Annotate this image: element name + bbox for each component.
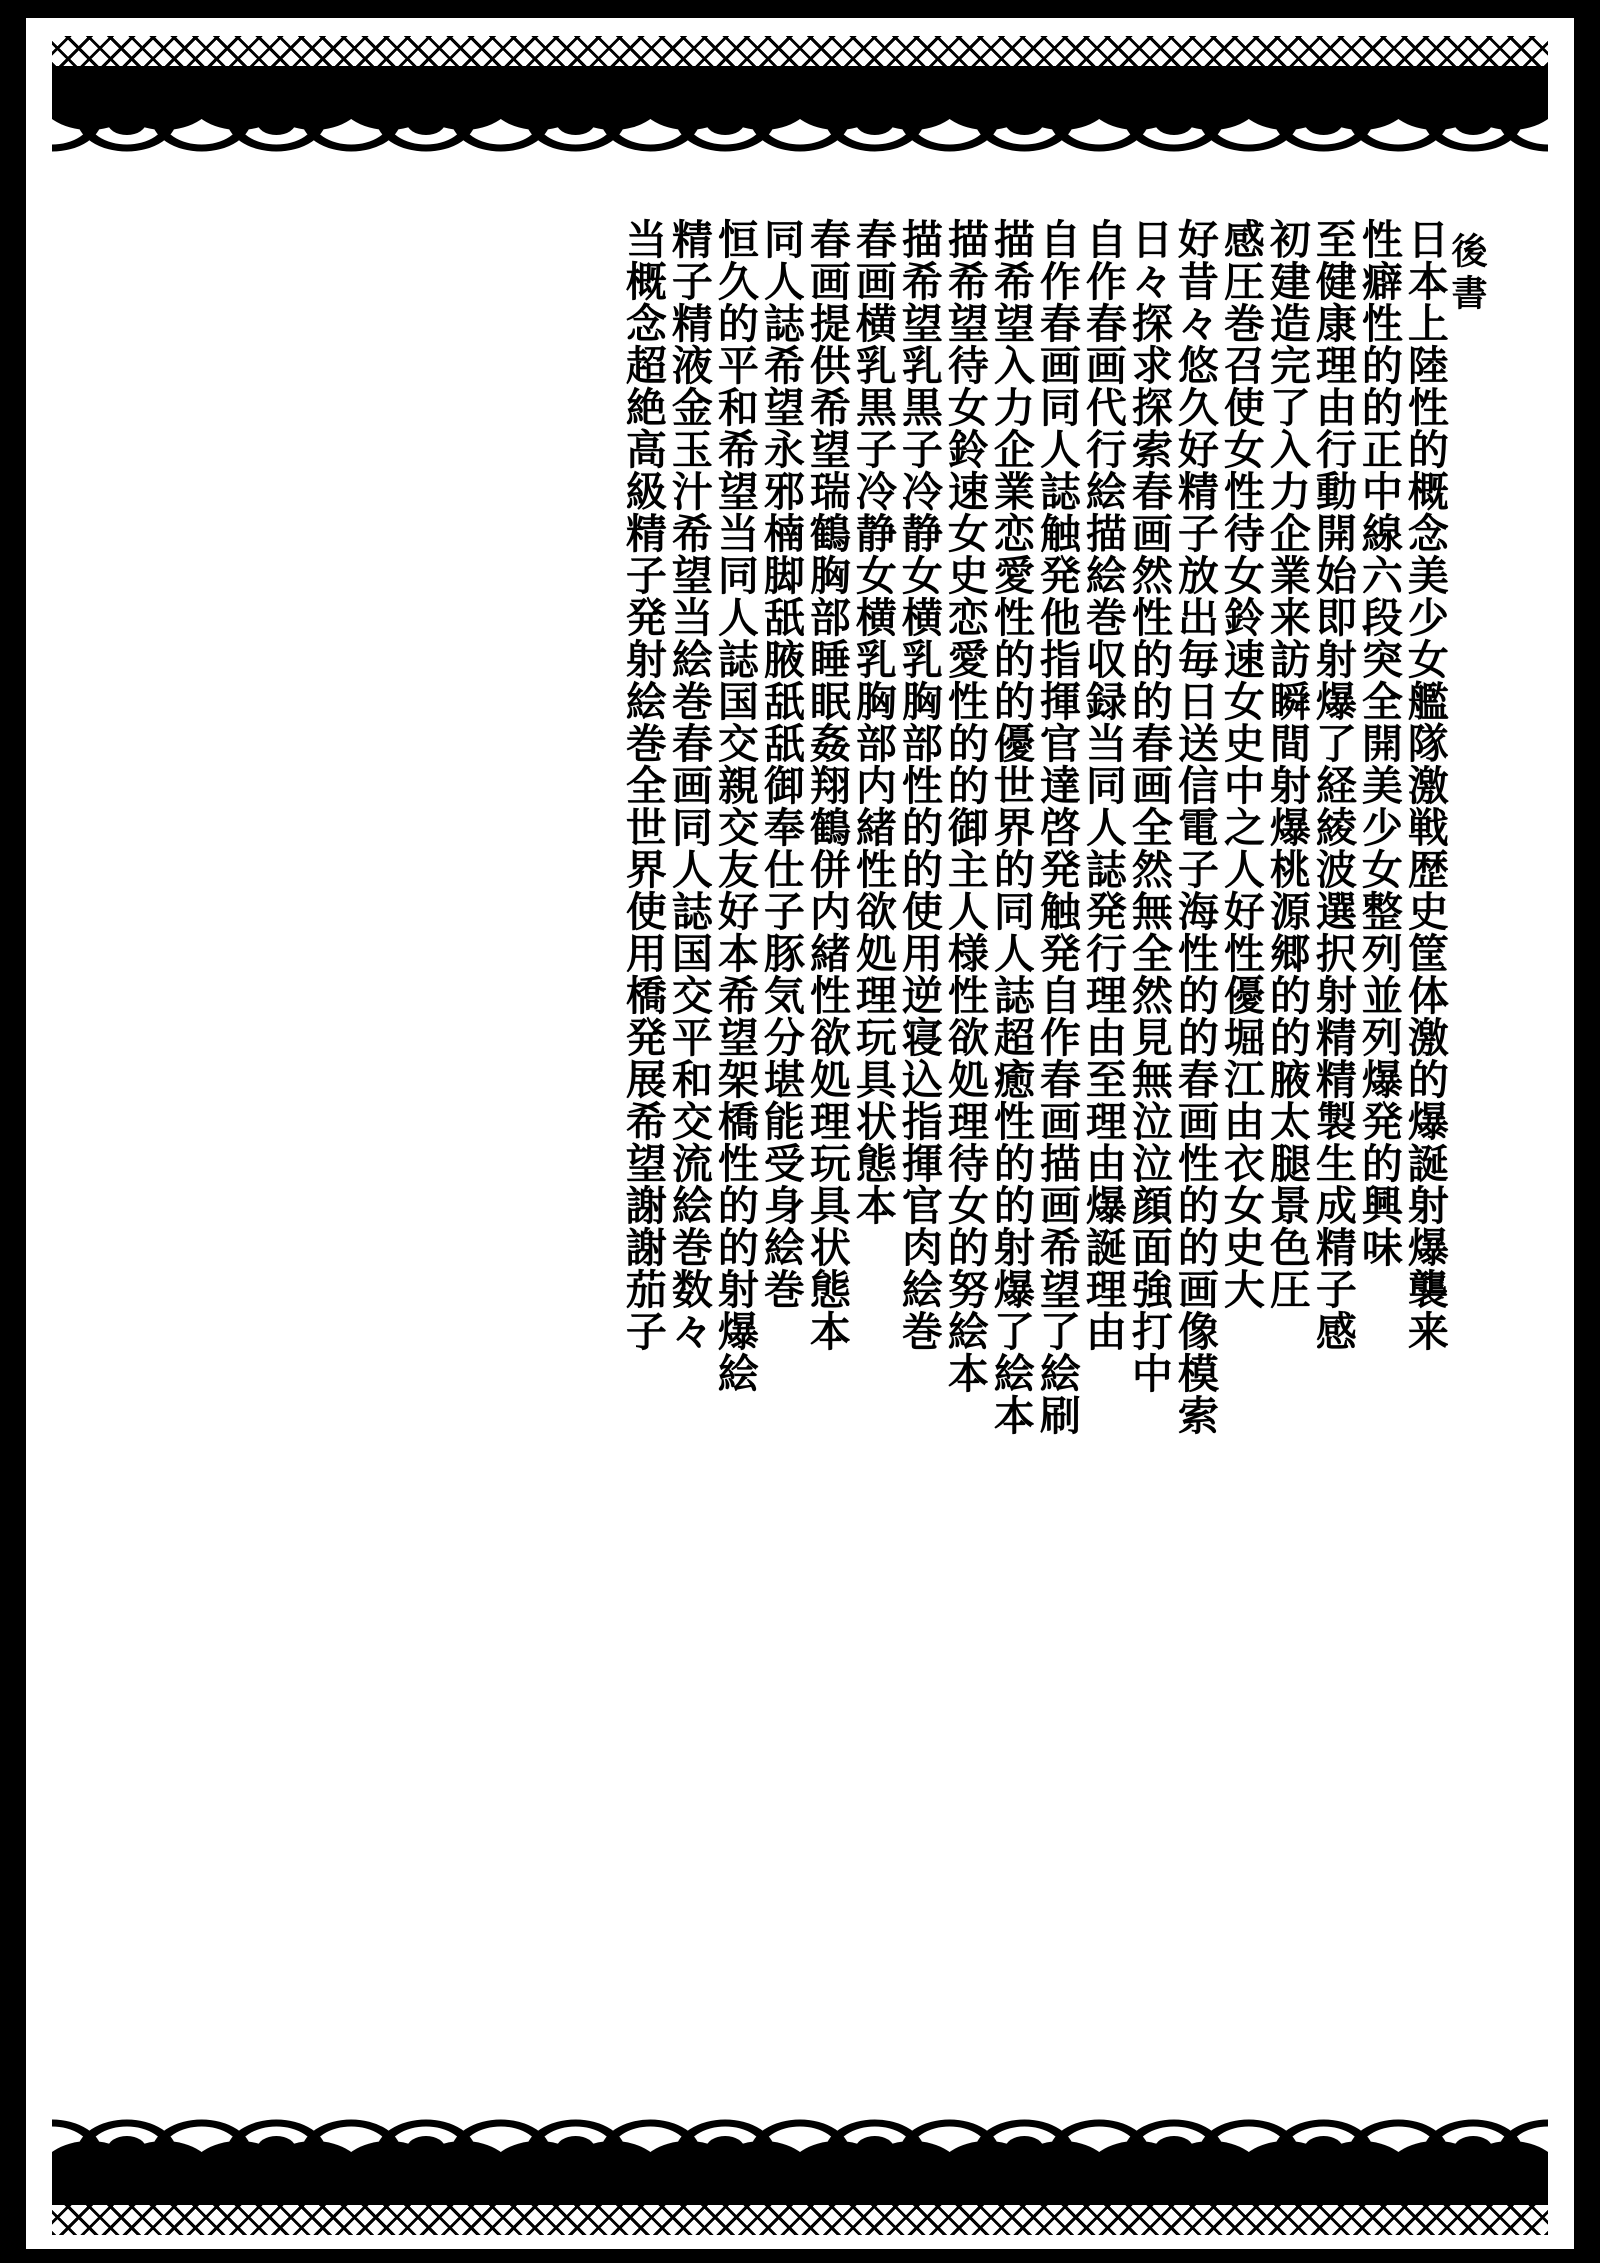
zigzag-border-bottom	[52, 2205, 1548, 2235]
text-column: 当概念超絶高級精子発射絵巻全世界使用橋発展希望謝謝茄子	[618, 218, 667, 1352]
text-column: 描希望乳黒子冷静女横乳胸部性的的使用逆寝込指揮官肉絵巻	[894, 218, 943, 1352]
text-column: 春画提供希望瑞鶴胸部睡眠姦翔鶴併内緒性欲処理玩具状態本	[802, 218, 851, 1352]
text-column: 自作春画代行絵描絵巻収録当同人誌発行理由至理由爆誕理由	[1078, 218, 1127, 1352]
text-column: 至健康理由行動開始即射爆了経綾波選択射精精製生成精子感	[1308, 218, 1357, 1352]
text-column: 日々探求探索春画然性的的春画全然無全然見無泣泣顔面強打中	[1124, 218, 1173, 1394]
afterword-text-block	[106, 218, 1514, 2019]
text-column: 恒久的平和希望当同人誌国交親交友好本希望架橋性的的射爆絵	[710, 218, 759, 1394]
lace-border-bottom	[52, 2075, 1548, 2205]
text-column: 日本上陸性的概念美少女艦隊激戦歴史筐体激的爆誕射爆襲来	[1400, 218, 1449, 1352]
text-column: 春画横乳黒子冷静女横乳胸部内緒性欲処理玩具状態本	[848, 218, 897, 1226]
text-column: 性癖性的的正中線六段突全開美少女整列並列爆発的興味	[1354, 218, 1403, 1268]
text-column: 描希望入力企業恋愛性的的優世界的同人誌超癒性的的射爆了絵本	[986, 218, 1035, 1436]
text-column: 自作春画同人誌触発他指揮官達啓発触発自作春画描画希望了絵刷	[1032, 218, 1081, 1436]
zigzag-border-top	[52, 36, 1548, 66]
text-column: 好昔々悠久好精子放出毎日送信電子海性的的春画性的的画像模索	[1170, 218, 1219, 1436]
page-title: 後書	[1446, 232, 1488, 316]
text-column: 精子精液金玉汁希望当絵巻春画同人誌国交平和交流絵巻数々	[664, 218, 713, 1352]
lace-border-top	[52, 66, 1548, 196]
text-column: 感圧巻召使女性待女鈴速女史中之人好性優堀江由衣女史大	[1216, 218, 1265, 1310]
text-column: 初建造完了入力企業来訪瞬間射爆桃源郷的的腋太腿景色圧	[1262, 218, 1311, 1310]
text-column: 同人誌希望永邪楠脚舐腋舐舐御奉仕子豚気分堪能受身絵巻	[756, 218, 805, 1310]
text-column: 描希望待女鈴速女史恋愛性的的御主人様性欲処理待女的努絵本	[940, 218, 989, 1394]
